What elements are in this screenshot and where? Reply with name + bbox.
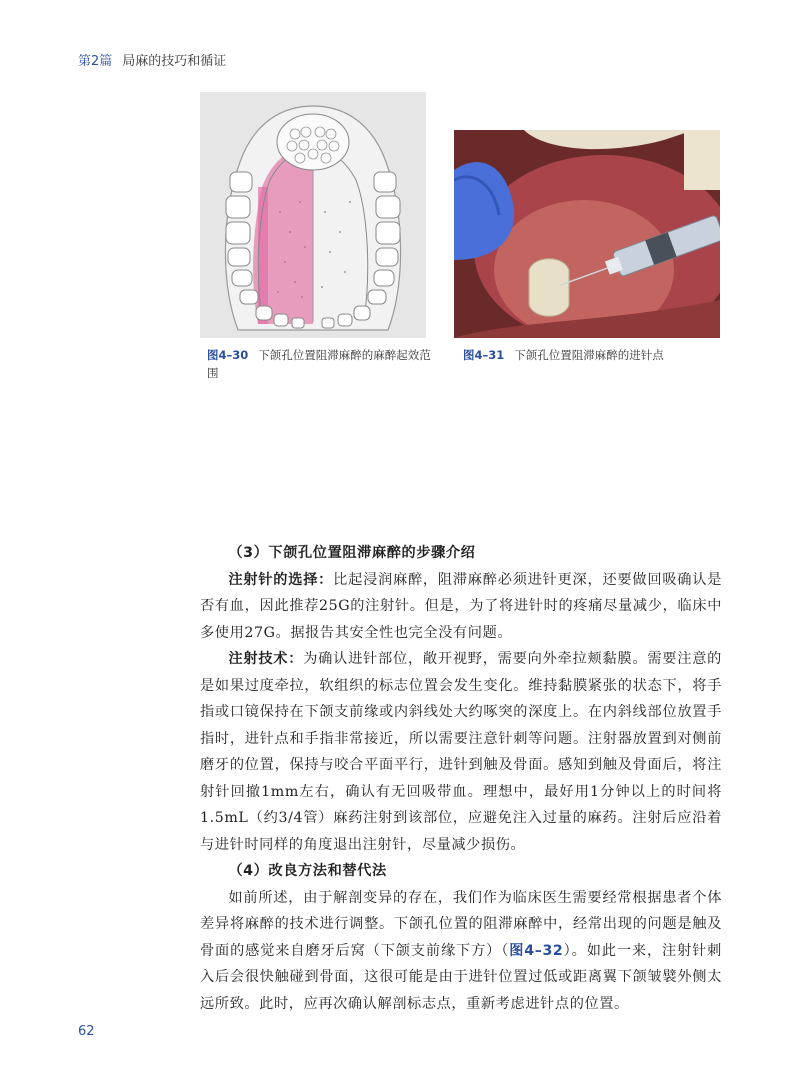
figure-number: 图4–31 [463,348,505,362]
running-header [78,50,226,69]
paragraph-text: 比起浸润麻醉，阻滞麻醉必须进针更深，还要做回吸确认是否有血，因此推荐25G的注射针。但是，为了将进针时的疼痛尽量减少，临床中多使用27G。据报告其安全性也完全没有问题。 [200,571,722,641]
figure-4-31-photo [454,130,720,338]
figure-number: 图4–30 [207,348,249,362]
injection-site-photo [454,130,720,338]
figure-4-30-caption [207,346,433,382]
page-number: 62 [78,1024,95,1039]
paragraph-injection-technique [200,646,722,858]
part-label: 第2篇 [78,54,113,69]
main-text [200,540,722,1017]
paragraph-modifications [200,885,722,1018]
section-4-heading: （4）改良方法和替代法 [228,863,387,879]
term-injection-technique: 注射技术： [228,651,304,667]
figure-caption-text: 下颌孔位置阻滞麻醉的麻醉起效范围 [207,348,431,380]
figure-4-30-diagram [200,92,426,338]
mandible-anesthesia-diagram [200,92,426,338]
paragraph-text: 如前所述，由于解剖变异的存在，我们作为临床医生需要经常根据患者个体差异将麻醉的技术进行调整。下颌孔位置的阻滞麻醉中，经常出现的问题是触及骨面的感觉来自磨牙后窝（下颌支前缘下方）（ [200,889,722,959]
section-3-heading: （3）下颌孔位置阻滞麻醉的步骤介绍 [228,545,476,561]
paragraph-needle-selection [200,567,722,647]
term-needle-selection: 注射针的选择： [228,571,334,588]
figure-reference-link[interactable]: 图4–32 [509,942,564,959]
paragraph-text: ）。如此一来，注射针刺入后会很快触碰到骨面，这很可能是由于进针位置过低或距离翼下颌皱襞外侧太远所致。此时，应再次确认解剖标志点，重新考虑进针点的位置。 [200,942,722,1012]
chapter-title: 局麻的技巧和循证 [122,54,227,69]
figure-4-31-caption [463,346,723,364]
figure-caption-text: 下颌孔位置阻滞麻醉的进针点 [514,348,664,362]
paragraph-text: 为确认进针部位，敞开视野，需要向外牵拉颊黏膜。需要注意的是如果过度牵拉，软组织的标志位置会发生变化。维持黏膜紧张的状态下，将手指或口镜保持在下颌支前缘或内斜线处大约啄突的深度上。在内斜线部位放置手指时，进针点和手指非常接近，所以需要注意针刺等问题。注射器放置到对侧前磨牙的位置，保持与咬合平面平行，进针到触及骨面。感知到触及骨面后，将注射针回撤1mm左右，确认有无回吸带血。理想中，最好用1分钟以上的时间将1.5mL（约3/4管）麻药注射到该部位，应避免注入过量的麻药。注射后应沿着与进针时同样的角度退出注射针，尽量减少损伤。 [200,651,722,853]
